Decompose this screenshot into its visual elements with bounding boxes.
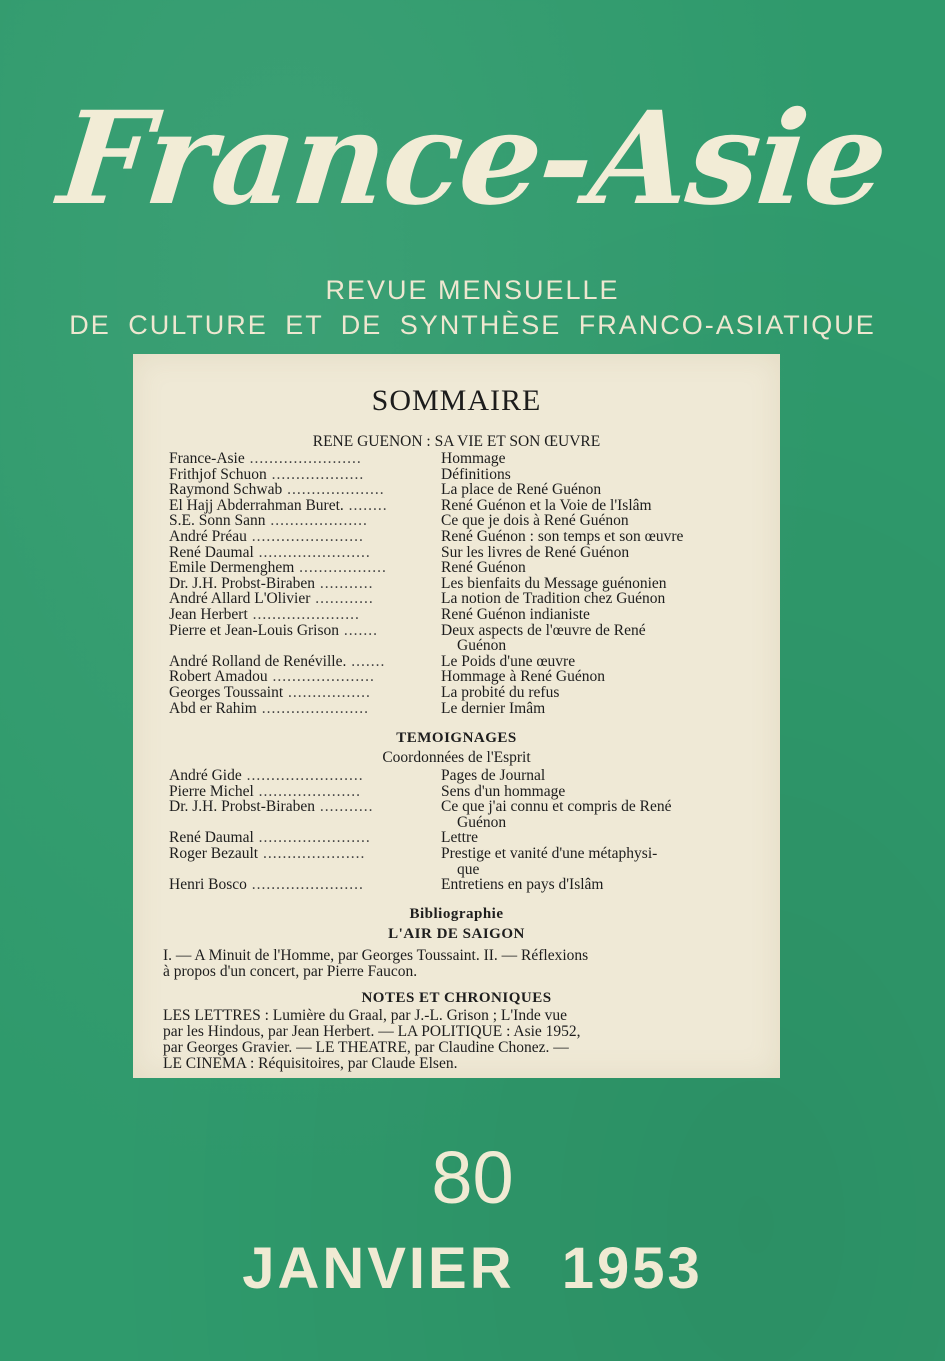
contents-title: Deux aspects de l'œuvre de René xyxy=(441,621,646,639)
contents-title-continued: que xyxy=(457,860,480,878)
contents-author xyxy=(169,545,371,561)
contents-author xyxy=(169,846,365,862)
notes-heading: NOTES ET CHRONIQUES xyxy=(361,990,552,1006)
contents-author xyxy=(169,669,375,685)
author-name: Emile Dermenghem xyxy=(169,559,295,577)
dot-leader: ..................... xyxy=(258,845,366,862)
dot-leader: ................. xyxy=(283,684,371,701)
contents-author xyxy=(169,768,364,784)
contents-title: Sens d'un hommage xyxy=(441,782,566,800)
notes-text-3: par Georges Gravier. — LE THEATRE, par Claudine Chonez. — xyxy=(163,1039,569,1056)
dot-leader: ..................... xyxy=(253,782,362,800)
contents-title: Ce que j'ai connu et compris de René xyxy=(441,798,672,816)
section-heading-guenon: RENE GUENON : SA VIE ET SON ŒUVRE xyxy=(312,433,601,450)
author-name: Georges Toussaint xyxy=(169,684,284,701)
author-name: El Hajj Abderrahman Buret. xyxy=(169,496,344,514)
contents-author xyxy=(169,654,385,670)
contents-author xyxy=(169,576,373,592)
dot-leader: .................. xyxy=(294,559,387,577)
contents-author xyxy=(169,591,374,607)
author-name: Jean Herbert xyxy=(169,606,248,623)
contents-title: Pages de Journal xyxy=(441,767,546,784)
notes-text-2: par les Hindous, par Jean Herbert. — LA POLITIQUE : Asie 1952, xyxy=(163,1023,581,1040)
contents-title-continued: Guénon xyxy=(457,637,507,655)
author-name: Henri Bosco xyxy=(169,876,247,894)
contents-author xyxy=(169,830,371,846)
bibliographie-heading: Bibliographie xyxy=(409,906,504,922)
masthead-title: France-Asie xyxy=(52,84,893,234)
contents-author xyxy=(169,560,387,576)
author-name: Robert Amadou xyxy=(169,668,268,686)
contents-title: Les bienfaits du Message guénonien xyxy=(441,574,667,592)
subtitle-line-2: DE CULTURE ET DE SYNTHÈSE FRANCO-ASIATIQUE xyxy=(69,310,876,340)
dot-leader: ....................... xyxy=(253,829,371,847)
dot-leader: ................... xyxy=(266,465,365,483)
author-name: Dr. J.H. Probst-Biraben xyxy=(169,574,315,592)
author-name: Raymond Schwab xyxy=(169,481,283,499)
author-name: André Gide xyxy=(169,767,242,784)
dot-leader: .................... xyxy=(265,512,368,530)
dot-leader: ........... xyxy=(314,798,374,816)
contents-author xyxy=(169,513,368,529)
contents-author xyxy=(169,799,373,815)
section-heading-temoignages: TEMOIGNAGES xyxy=(396,730,517,746)
contents-title: Hommage à René Guénon xyxy=(441,668,605,686)
contents-title: René Guénon indianiste xyxy=(441,606,590,623)
air-de-saigon-text-2: à propos d'un concert, par Pierre Faucon. xyxy=(163,963,418,980)
contents-title: La probité du refus xyxy=(441,684,560,701)
dot-leader: ....................... xyxy=(246,528,364,545)
dot-leader: ............ xyxy=(310,590,374,608)
author-name: Frithjof Schuon xyxy=(169,465,267,483)
author-name: Abd er Rahim xyxy=(169,699,257,717)
contents-title: René Guénon et la Voie de l'Islâm xyxy=(441,496,652,514)
contents-title: Ce que je dois à René Guénon xyxy=(441,512,629,530)
contents-title: Sur les livres de René Guénon xyxy=(441,543,630,561)
contents-author xyxy=(169,529,364,545)
contents-title: La notion de Tradition chez Guénon xyxy=(441,590,666,608)
author-name: René Daumal xyxy=(169,543,254,561)
air-de-saigon-text-1: I. — A Minuit de l'Homme, par Georges Toussaint. II. — Réflexions xyxy=(163,947,589,964)
dot-leader: ..................... xyxy=(267,668,375,686)
dot-leader: ...................... xyxy=(256,699,369,717)
dot-leader: ....................... xyxy=(246,876,364,894)
dot-leader: ........... xyxy=(314,574,374,592)
air-de-saigon-heading: L'AIR DE SAIGON xyxy=(388,926,525,942)
contents-title: Hommage xyxy=(441,450,506,467)
dot-leader: ........ xyxy=(343,496,388,514)
author-name: André Allard L'Olivier xyxy=(169,590,311,608)
contents-author xyxy=(169,467,364,483)
subtitle-line-1: REVUE MENSUELLE xyxy=(325,275,620,305)
author-name: Roger Bezault xyxy=(169,845,259,862)
notes-text-1: LES LETTRES : Lumière du Graal, par J.-L. Grison ; L'Inde vue xyxy=(163,1007,567,1024)
contents-author xyxy=(169,623,378,639)
contents-author xyxy=(169,451,362,467)
notes-text-4: LE CINEMA : Réquisitoires, par Claude Elsen. xyxy=(163,1055,458,1072)
contents-author xyxy=(169,607,360,623)
issue-number: 80 xyxy=(431,1136,514,1219)
contents-author xyxy=(169,877,364,893)
author-name: René Daumal xyxy=(169,829,254,847)
author-name: S.E. Sonn Sann xyxy=(169,512,266,530)
dot-leader: ....................... xyxy=(253,543,371,561)
dot-leader: ....... xyxy=(346,652,386,670)
author-name: France-Asie xyxy=(169,450,245,467)
contents-title: René Guénon : son temps et son œuvre xyxy=(441,528,684,545)
contents-title: Définitions xyxy=(441,465,511,483)
dot-leader: ....................... xyxy=(244,450,362,467)
dot-leader: ........................ xyxy=(241,767,364,784)
author-name: Pierre Michel xyxy=(169,782,254,800)
contents-author xyxy=(169,482,385,498)
author-name: André Rolland de Renéville. xyxy=(169,652,347,670)
contents-title: René Guénon xyxy=(441,559,526,577)
author-name: André Préau xyxy=(169,528,247,545)
contents-author xyxy=(169,701,369,717)
dot-leader: ....... xyxy=(339,621,379,639)
contents-title: Le Poids d'une œuvre xyxy=(441,652,576,670)
author-name: Pierre et Jean-Louis Grison xyxy=(169,621,340,639)
contents-title: Lettre xyxy=(441,829,479,847)
contents-panel xyxy=(133,354,780,1078)
contents-author xyxy=(169,784,361,800)
dot-leader: .................... xyxy=(282,481,385,499)
contents-title-continued: Guénon xyxy=(457,813,507,831)
sommaire-heading: SOMMAIRE xyxy=(371,384,542,417)
dot-leader: ...................... xyxy=(247,606,360,623)
contents-author xyxy=(169,498,388,514)
issue-date: JANVIER 1953 xyxy=(242,1236,703,1301)
contents-title: Prestige et vanité d'une métaphysi- xyxy=(441,845,658,862)
contents-title: Le dernier Imâm xyxy=(441,699,546,717)
author-name: Dr. J.H. Probst-Biraben xyxy=(169,798,315,816)
contents-title: La place de René Guénon xyxy=(441,481,602,499)
contents-author xyxy=(169,685,371,701)
contents-title: Entretiens en pays d'Islâm xyxy=(441,876,604,894)
section-subheading-esprit: Coordonnées de l'Esprit xyxy=(382,749,531,766)
